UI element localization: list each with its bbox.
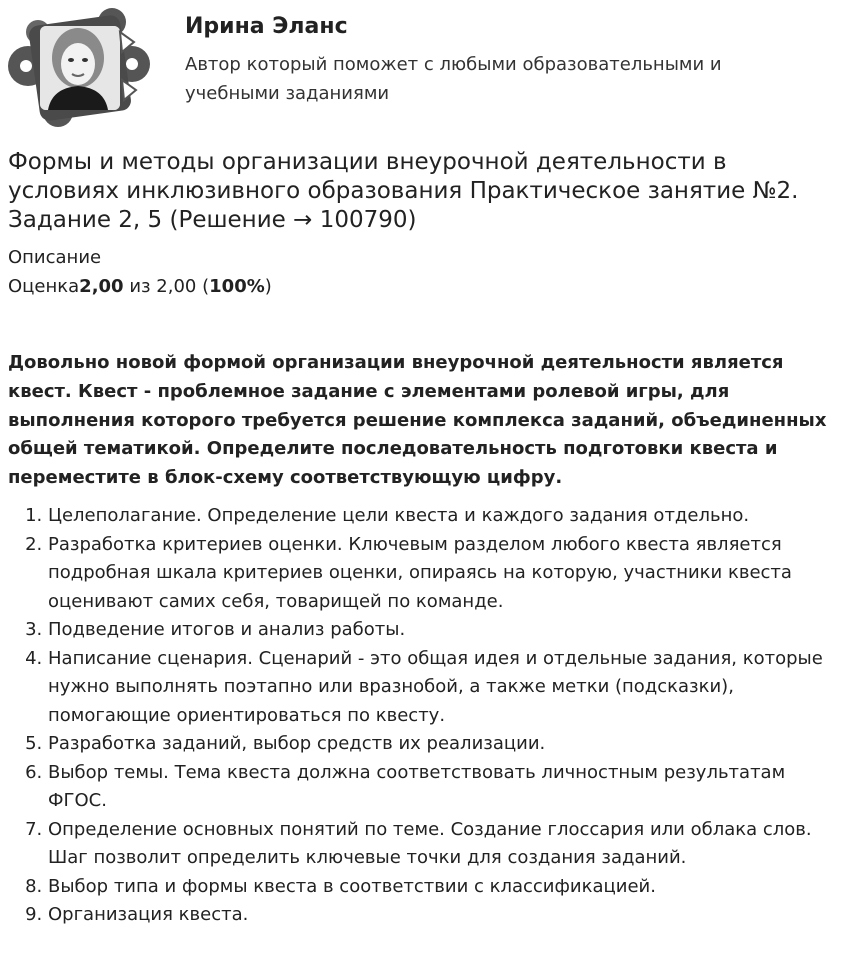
step-item: 2. Разработка критериев оценки. Ключевым разделом любого квеста является подробная шкала критериев оценки, опираясь на которую, участники квеста оценивают самих себя, товарищей по команде.	[48, 531, 838, 617]
step-item: 8. Выбор типа и формы квеста в соответствии с классификацией.	[48, 873, 838, 902]
steps-list	[8, 502, 838, 930]
step-item: 5. Разработка заданий, выбор средств их реализации.	[48, 730, 838, 759]
description-label: Описание	[8, 247, 102, 268]
page-title: Формы и методы организации внеурочной деятельности в условиях инклюзивного образования Практическое занятие №2. Задание 2, 5 (Решение → 100790)	[8, 149, 799, 233]
step-item: 7. Определение основных понятий по теме. Создание глоссария или облака слов. Шаг позволит определить ключевые точки для создания заданий.	[48, 816, 838, 873]
step-item: 9. Организация квеста.	[48, 901, 838, 930]
author-avatar[interactable]	[8, 8, 150, 128]
author-card	[8, 8, 838, 128]
grade-label: Оценка	[8, 276, 80, 297]
grade-line	[8, 274, 272, 300]
author-description: Автор который поможет с любыми образовательными и учебными заданиями	[185, 54, 722, 104]
step-item: 4. Написание сценария. Сценарий - это общая идея и отдельные задания, которые нужно выполнять поэтапно или вразнобой, а также метки (подсказки), помогающие ориентироваться по квесту.	[48, 645, 838, 731]
step-item: 1. Целеполагание. Определение цели квеста и каждого задания отдельно.	[48, 502, 838, 531]
grade-value: 2,00	[79, 276, 124, 297]
step-item: 3. Подведение итогов и анализ работы.	[48, 616, 838, 645]
step-item: 6. Выбор темы. Тема квеста должна соответствовать личностным результатам ФГОС.	[48, 759, 838, 816]
author-name[interactable]: Ирина Эланс	[185, 14, 348, 39]
grade-percent: 100%	[209, 276, 265, 297]
grade-close: )	[264, 276, 272, 297]
grade-of-text: из 2,00 (	[123, 276, 210, 297]
question-text: Довольно новой формой организации внеурочной деятельности является квест. Квест - проблемное задание с элементами ролевой игры, для выполнения которого требуется решение комплекса заданий, объединенных общей тематикой. Определите последовательность подготовки квеста и переместите в блок-схему соответствующую цифру.	[8, 352, 827, 489]
